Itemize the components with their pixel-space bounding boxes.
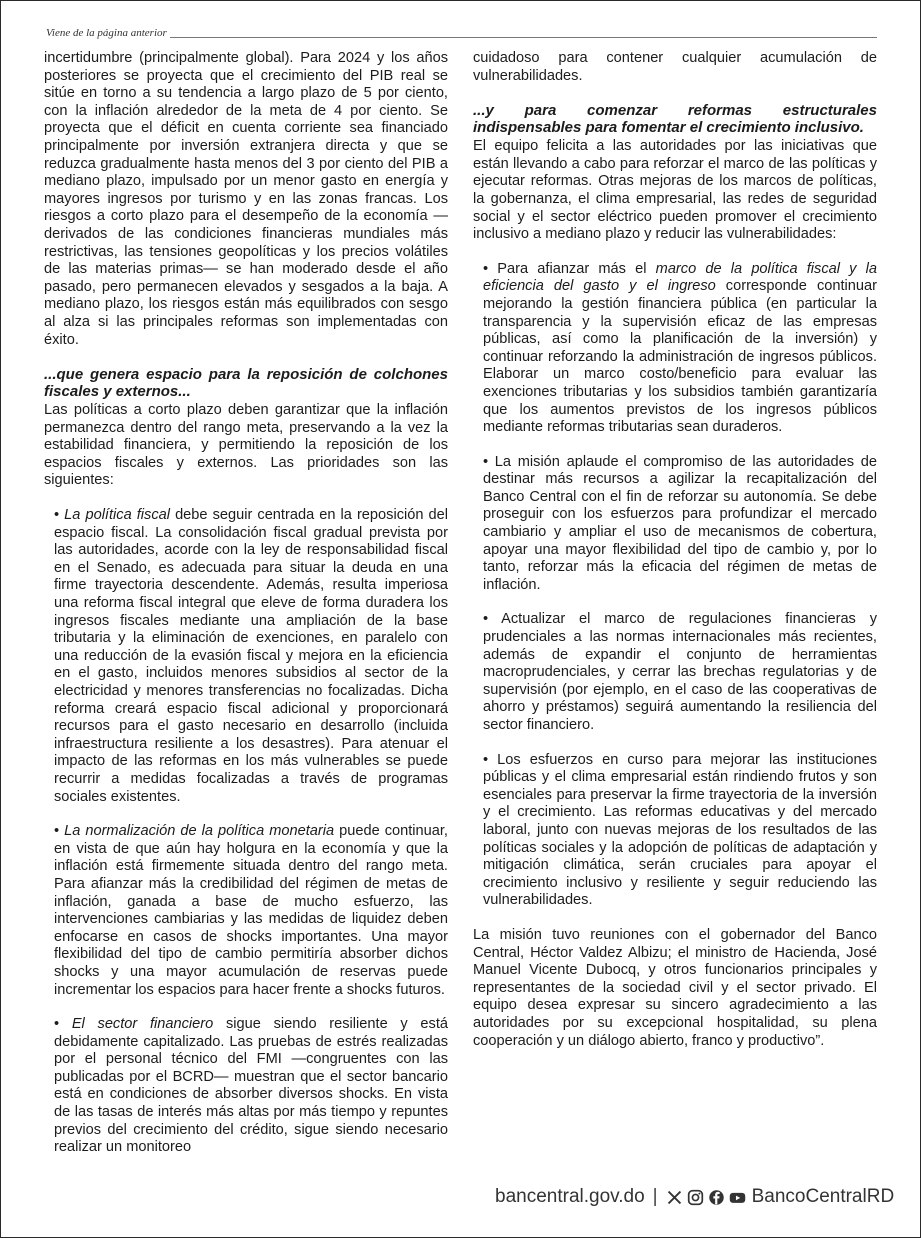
- social-handle[interactable]: BancoCentralRD: [751, 1186, 895, 1207]
- x-icon[interactable]: [666, 1189, 683, 1206]
- bullet-emphasis: La política fiscal: [64, 507, 171, 524]
- left-column: [44, 50, 448, 1159]
- carryover-paragraph: cuidadoso para contener cualquier acumulación de vulnerabilidades.: [473, 50, 877, 84]
- bullet-emphasis: El sector financiero: [71, 1016, 214, 1033]
- instagram-icon[interactable]: [687, 1189, 704, 1206]
- bullet-emphasis: marco de la política fiscal y la eficiencia del gasto y el ingreso: [483, 260, 877, 295]
- right-column: [473, 50, 877, 1067]
- footer-separator: |: [652, 1186, 658, 1207]
- bullet-fiscal-framework: • Para afianzar más el marco de la política fiscal y la eficiencia del gasto y el ingreso corresponde continuar mejorando la gestión financiera pública (en particular la transparencia y la supervisión eficaz de las empresas públicas, así como la planificación de la inversión) y continuar reforzando la administración de ingresos públicos. Elaborar un marco costo/beneficio para evaluar las exenciones tributarias y los subsidios también garantizaría que los aumentos previstos de los ingresos públicos mediante reformas tributarias sean duraderos.: [483, 260, 877, 436]
- footer: [495, 1186, 894, 1208]
- section-heading-structural-reforms: ...y para comenzar reformas estructurales indispensables para fomentar el crecimiento inclusivo.: [473, 102, 877, 137]
- bullet-emphasis: La normalización de la política monetaria: [64, 823, 335, 840]
- bullet-financial-regulation: • Actualizar el marco de regulaciones financieras y prudenciales a las normas internacionales más recientes, además de expandir el conjunto de herramientas macroprudenciales, y cerrar las brechas regulatorias y de supervisión (por ejemplo, en el caso de las cooperativas de ahorro y préstamos) seguirá aumentando la resiliencia del sector financiero.: [483, 611, 877, 733]
- header-rule: [170, 37, 877, 38]
- section-paragraph: Las políticas a corto plazo deben garantizar que la inflación permanezca dentro del rango meta, preservando a la vez la estabilidad financiera, y permitiendo la reposición de los espacios fiscales y externos. Las prioridades son las siguientes:: [44, 402, 448, 489]
- closing-paragraph: La misión tuvo reuniones con el gobernador del Banco Central, Héctor Valdez Albizu; el ministro de Hacienda, José Manuel Vicente Dubocq, y otros funcionarios principales y representantes de la sociedad civil y el sector privado. El equipo desea expresar su sincero agradecimiento a las autoridades por su excepcional hospitalidad, su plena cooperación y un diálogo abierto, franco y productivo”.: [473, 926, 877, 1049]
- facebook-icon[interactable]: [708, 1189, 725, 1206]
- intro-paragraph: incertidumbre (principalmente global). Para 2024 y los años posteriores se proyecta que el crecimiento del PIB real se sitúe en torno a su tendencia a largo plazo de 5 por ciento, con la inflación alrededor de la meta de 4 por ciento. Se proyecta que el déficit en cuenta corriente sea financiado principalmente por inversión extranjera directa y que se reduzca gradualmente hasta menos del 3 por ciento del PIB a mediano plazo, impulsado por un menor gasto en energía y mayores ingresos por turismo y en las zonas francas. Los riesgos a corto plazo para el desempeño de la economía — derivados de las condiciones financieras mundiales más restrictivas, las tensiones geopolíticas y los precios volátiles de las materias primas— se han moderado desde el año pasado, pero permanecen elevados y sesgados a la baja. A mediano plazo, los riesgos están más equilibrados con sesgo al alza si las principales reformas son implementadas con éxito.: [44, 50, 448, 348]
- continued-note: Viene de la página anterior: [46, 27, 167, 39]
- website-link[interactable]: bancentral.gov.do: [495, 1186, 645, 1207]
- bullet-central-bank: • La misión aplaude el compromiso de las autoridades de destinar más recursos a agilizar la recapitalización del Banco Central con el fin de reforzar su autonomía. Se debe proseguir con los esfuerzos para profundizar el mercado cambiario y ampliar el uso de mecanismos de cobertura, apoyar una mayor flexibilidad del tipo de cambio y, por lo tanto, reforzar más la eficacia del régimen de metas de inflación.: [483, 453, 877, 593]
- youtube-icon[interactable]: [729, 1189, 746, 1206]
- social-icons: [666, 1189, 746, 1206]
- bullet-monetary-policy: • La normalización de la política monetaria puede continuar, en vista de que aún hay holgura en la economía y que la inflación está firmemente situada dentro del rango meta. Para afianzar más la credibilidad del régimen de metas de inflación, ganada a base de mucho esfuerzo, las intervenciones cambiarias y las medidas de liquidez deben enfocarse en casos de shocks importantes. Una mayor flexibilidad del tipo de cambio permitiría absorber dichos shocks y una mayor acumulación de reservas puede incrementar los espacios para hacer frente a shocks futuros.: [54, 823, 448, 998]
- bullet-fiscal-policy: • La política fiscal debe seguir centrada en la reposición del espacio fiscal. La consolidación fiscal gradual prevista por las autoridades, acorde con la ley de responsabilidad fiscal en el Senado, es adecuada para situar la deuda en una firme trayectoria descendente. Además, resulta imperiosa una reforma fiscal integral que eleve de forma duradera los ingresos fiscales mediante una ampliación de la base tributaria y la eliminación de exenciones, en paralelo con una reducción de la evasión fiscal y mejora en la eficiencia en el gasto, incluidos menores subsidios al sector de la electricidad y menores transferencias no focalizadas. Dicha reforma creará espacio fiscal adicional y proporcionará recursos para el gasto necesario en desarrollo (incluida infraestructura resiliente a los desastres). Para atenuar el impacto de las reformas en los más vulnerables se puede recurrir a medidas focalizadas a través de programas sociales existentes.: [54, 507, 448, 805]
- bullet-financial-sector: • El sector financiero sigue siendo resiliente y está debidamente capitalizado. Las pruebas de estrés realizadas por el personal técnico del FMI —congruentes con las publicadas por el BCRD— muestran que el sector bancario está en condiciones de absorber diversos shocks. En vista de las tasas de interés más altas por más tiempo y repuntes previos del crecimiento del crédito, sigue siendo necesario realizar un monitoreo: [54, 1016, 448, 1156]
- section-heading-fiscal-buffers: ...que genera espacio para la reposición de colchones fiscales y externos...: [44, 366, 448, 401]
- section-paragraph: El equipo felicita a las autoridades por las iniciativas que están llevando a cabo para reforzar el marco de las políticas y ejecutar reformas. Otras mejoras de los marcos de políticas, la gobernanza, el clima empresarial, las redes de seguridad social y el sector eléctrico pueden promover el crecimiento inclusivo a mediano plazo y reducir las vulnerabilidades:: [473, 138, 877, 243]
- bullet-institutions: • Los esfuerzos en curso para mejorar las instituciones públicas y el clima empresarial están rindiendo frutos y son esenciales para preservar la firme trayectoria de la inversión y el crecimiento. Las reformas educativas y del mercado laboral, junto con nuevas mejoras de los resultados de las políticas sociales y la adopción de políticas de adaptación y mitigación climática, serán cruciales para apoyar el crecimiento inclusivo y resiliente y seguir reduciendo las vulnerabilidades.: [483, 751, 877, 909]
